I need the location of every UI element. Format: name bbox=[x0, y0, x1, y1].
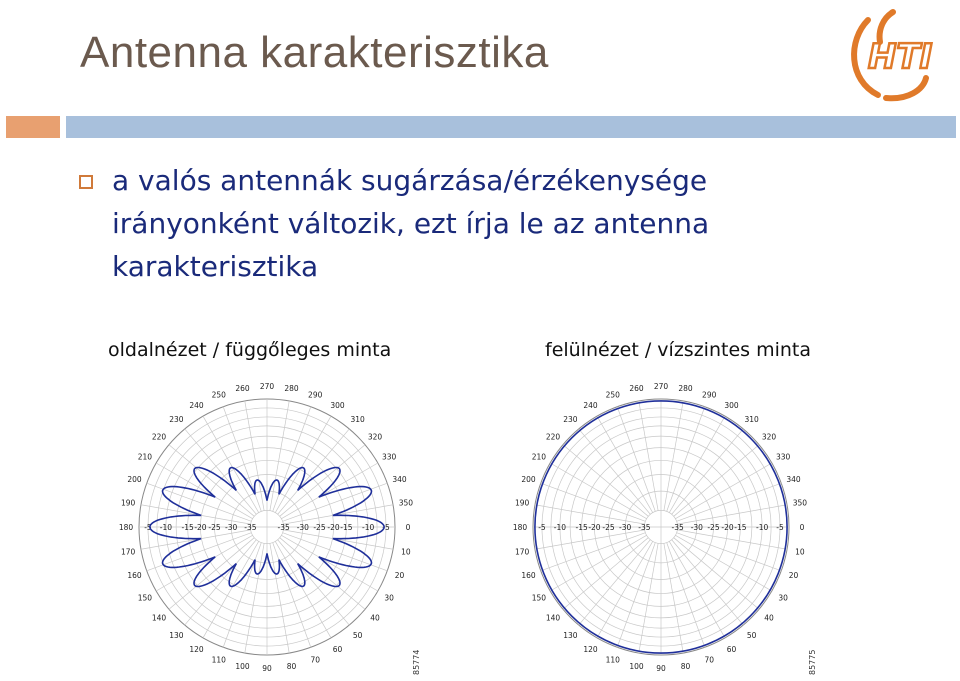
ring-label: -30 bbox=[619, 523, 632, 532]
grid-spoke bbox=[617, 407, 655, 512]
grid-spoke bbox=[672, 429, 744, 514]
grid-spoke bbox=[674, 445, 759, 517]
polar-plot-vertical bbox=[112, 375, 422, 681]
ring-label: -20 bbox=[194, 523, 207, 532]
grid-spoke bbox=[563, 538, 648, 610]
angle-label: 10 bbox=[401, 547, 411, 557]
angle-label: 40 bbox=[764, 613, 774, 623]
angle-label: 90 bbox=[656, 664, 666, 673]
angle-label: 80 bbox=[680, 661, 691, 671]
angle-label: 230 bbox=[169, 414, 184, 424]
angle-label: 60 bbox=[726, 645, 737, 655]
ring-label: -20 bbox=[721, 523, 734, 532]
ring-label: -5 bbox=[538, 523, 546, 532]
angle-label: 0 bbox=[799, 523, 805, 532]
grid-spoke bbox=[185, 429, 257, 514]
angle-label: 280 bbox=[284, 384, 299, 394]
ring-label: -15 bbox=[340, 523, 353, 532]
angle-label: 130 bbox=[169, 631, 184, 641]
ring-label: -15 bbox=[575, 523, 588, 532]
angle-label: 220 bbox=[151, 432, 167, 442]
angle-label: 210 bbox=[137, 452, 153, 462]
ring-label: -5 bbox=[144, 523, 152, 532]
grid-spoke bbox=[280, 538, 365, 610]
angle-label: 20 bbox=[788, 571, 799, 581]
angle-label: 250 bbox=[605, 390, 620, 400]
grid-spoke bbox=[273, 543, 311, 648]
angle-label: 190 bbox=[514, 498, 530, 508]
grid-spoke bbox=[579, 540, 651, 625]
angle-label: 90 bbox=[262, 664, 272, 673]
grid-spoke bbox=[667, 543, 705, 648]
angle-label: 340 bbox=[786, 474, 801, 484]
grid-spoke bbox=[674, 538, 759, 610]
angle-label: 230 bbox=[563, 414, 578, 424]
grid-spoke bbox=[169, 445, 254, 517]
angle-label: 320 bbox=[761, 432, 777, 442]
grid-spoke bbox=[223, 407, 261, 512]
ring-label: -20 bbox=[588, 523, 601, 532]
angle-label: 30 bbox=[384, 593, 394, 603]
angle-label: 250 bbox=[211, 390, 226, 400]
ring-label: -10 bbox=[159, 523, 173, 532]
angle-label: 350 bbox=[398, 498, 414, 508]
hti-logo bbox=[838, 0, 948, 110]
ring-label: -30 bbox=[690, 523, 703, 532]
angle-label: 310 bbox=[350, 414, 365, 424]
angle-label: 300 bbox=[330, 400, 345, 410]
bullet-square-icon bbox=[79, 175, 93, 189]
ring-label: -20 bbox=[327, 523, 340, 532]
angle-label: 260 bbox=[629, 384, 644, 394]
grid-spoke bbox=[672, 540, 744, 625]
angle-label: 10 bbox=[795, 547, 805, 557]
grid-spoke bbox=[563, 445, 648, 517]
ring-label: -10 bbox=[755, 523, 769, 532]
caption-vertical-pattern: oldalnézet / függőleges minta bbox=[108, 339, 392, 361]
angle-label: 280 bbox=[678, 384, 693, 394]
angle-label: 200 bbox=[521, 474, 536, 484]
ring-label: -30 bbox=[225, 523, 238, 532]
angle-label: 110 bbox=[211, 655, 226, 665]
angle-label: 300 bbox=[724, 400, 739, 410]
angle-label: 50 bbox=[352, 631, 363, 641]
ring-label: -5 bbox=[776, 523, 784, 532]
angle-label: 80 bbox=[286, 661, 297, 671]
angle-label: 150 bbox=[137, 593, 153, 603]
angle-label: 290 bbox=[308, 390, 323, 400]
angle-label: 190 bbox=[120, 498, 136, 508]
logo-text: HTI bbox=[868, 37, 933, 77]
grid-spoke bbox=[223, 543, 261, 648]
grid-spoke bbox=[278, 540, 350, 625]
header-accent-blue bbox=[66, 116, 956, 138]
angle-label: 140 bbox=[151, 613, 167, 623]
angle-label: 270 bbox=[653, 382, 669, 391]
ring-label: -35 bbox=[277, 523, 290, 532]
angle-label: 120 bbox=[583, 645, 598, 655]
angle-label: 200 bbox=[127, 474, 142, 484]
angle-label: 100 bbox=[629, 661, 644, 671]
grid-spoke bbox=[677, 533, 782, 571]
ring-label: -5 bbox=[382, 523, 390, 532]
angle-label: 340 bbox=[392, 474, 407, 484]
grid-spoke bbox=[280, 445, 365, 517]
ring-label: -25 bbox=[602, 523, 615, 532]
ring-label: -30 bbox=[296, 523, 309, 532]
grid-spoke bbox=[541, 533, 646, 571]
grid-spoke bbox=[617, 543, 655, 648]
angle-label: 220 bbox=[545, 432, 561, 442]
angle-label: 60 bbox=[332, 645, 343, 655]
ring-label: -15 bbox=[734, 523, 747, 532]
angle-label: 290 bbox=[702, 390, 717, 400]
angle-label: 30 bbox=[778, 593, 788, 603]
angle-label: 320 bbox=[367, 432, 383, 442]
ring-label: -25 bbox=[208, 523, 221, 532]
angle-label: 50 bbox=[746, 631, 757, 641]
figure-code-right: 85775 bbox=[808, 649, 817, 675]
bullet-text: a valós antennák sugárzása/érzékenysége irányonként változik, ezt írja le az antenna karakterisztika bbox=[112, 164, 710, 283]
angle-label: 240 bbox=[583, 400, 598, 410]
angle-label: 0 bbox=[405, 523, 411, 532]
angle-label: 160 bbox=[521, 571, 536, 581]
figure-code-left: 85774 bbox=[412, 649, 421, 675]
angle-label: 100 bbox=[235, 661, 250, 671]
ring-label: -10 bbox=[361, 523, 375, 532]
grid-spoke bbox=[579, 429, 651, 514]
angle-label: 150 bbox=[531, 593, 547, 603]
slide-title: Antenna karakterisztika bbox=[80, 28, 549, 77]
angle-label: 240 bbox=[189, 400, 204, 410]
angle-label: 180 bbox=[512, 523, 528, 532]
grid-spoke bbox=[677, 483, 782, 521]
header-accent-orange bbox=[6, 116, 60, 138]
angle-label: 120 bbox=[189, 645, 204, 655]
angle-label: 160 bbox=[127, 571, 142, 581]
polar-plot-horizontal bbox=[506, 375, 816, 681]
angle-label: 70 bbox=[310, 655, 320, 665]
angle-label: 330 bbox=[775, 452, 791, 462]
grid-spoke bbox=[541, 483, 646, 521]
ring-label: -25 bbox=[313, 523, 326, 532]
angle-label: 170 bbox=[514, 547, 530, 557]
angle-label: 350 bbox=[792, 498, 808, 508]
ring-label: -10 bbox=[553, 523, 567, 532]
angle-label: 330 bbox=[381, 452, 397, 462]
angle-label: 170 bbox=[120, 547, 136, 557]
grid-spoke bbox=[667, 407, 705, 512]
angle-label: 260 bbox=[235, 384, 250, 394]
angle-label: 70 bbox=[704, 655, 714, 665]
grid-spoke bbox=[273, 407, 311, 512]
caption-horizontal-pattern: felülnézet / vízszintes minta bbox=[545, 339, 811, 361]
grid-spoke bbox=[278, 429, 350, 514]
ring-label: -35 bbox=[244, 523, 257, 532]
angle-label: 130 bbox=[563, 631, 578, 641]
ring-label: -35 bbox=[638, 523, 651, 532]
ring-label: -35 bbox=[671, 523, 684, 532]
ring-label: -25 bbox=[707, 523, 720, 532]
angle-label: 20 bbox=[394, 571, 405, 581]
angle-label: 180 bbox=[118, 523, 134, 532]
angle-label: 110 bbox=[605, 655, 620, 665]
angle-label: 310 bbox=[744, 414, 759, 424]
angle-label: 40 bbox=[370, 613, 380, 623]
grid-spoke bbox=[169, 538, 254, 610]
grid-spoke bbox=[185, 540, 257, 625]
angle-label: 270 bbox=[259, 382, 275, 391]
angle-label: 210 bbox=[531, 452, 547, 462]
angle-label: 140 bbox=[545, 613, 561, 623]
ring-label: -15 bbox=[181, 523, 194, 532]
